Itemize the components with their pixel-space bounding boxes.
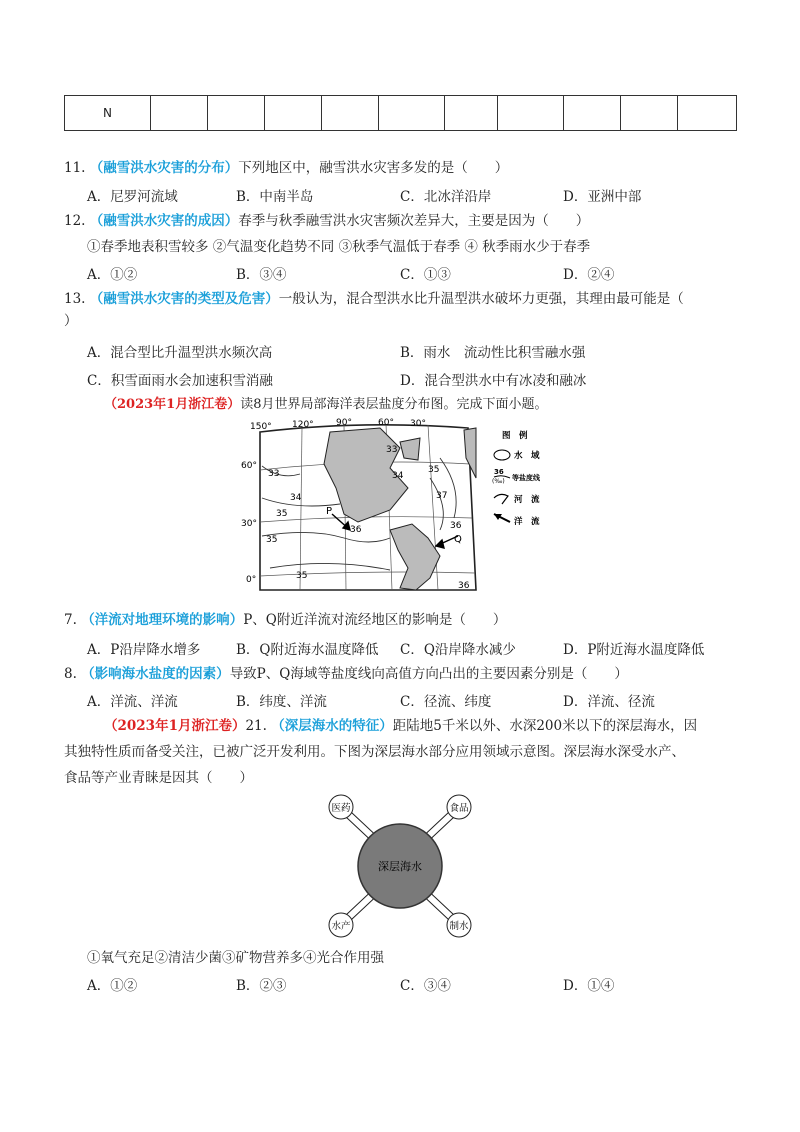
- option-d: D．亚洲中部: [563, 189, 642, 205]
- node-label: 医药: [331, 803, 351, 814]
- point-p: P: [326, 506, 333, 517]
- lon-label: 90°: [336, 418, 352, 428]
- source-label: （2023年1月浙江卷）: [104, 397, 241, 412]
- node-label: 食品: [449, 803, 469, 814]
- question-text: 春季与秋季融雪洪水灾害频次差异大，主要是因为（ ）: [238, 213, 590, 229]
- option-d: D．混合型洪水中有冰凌和融冰: [400, 373, 587, 389]
- option-a: A．洋流、洋流: [87, 694, 178, 710]
- river-icon: [494, 494, 508, 504]
- isoline-label: 36: [350, 525, 362, 535]
- isoline-label: 37: [436, 491, 448, 501]
- question-7: [64, 610, 506, 630]
- lat-label: 0°: [246, 575, 257, 585]
- table-cell: [678, 96, 737, 131]
- legend-item: 等盐度线: [512, 474, 540, 482]
- option-d: D．①④: [563, 978, 615, 994]
- option-b: B．雨水 流动性比积雪融水强: [400, 345, 586, 361]
- isoline-label: 35: [266, 535, 278, 545]
- topic-tag: （影响海水盐度的因素）: [81, 666, 230, 682]
- question-8: [64, 664, 628, 684]
- isoline-label: 36: [458, 581, 470, 591]
- lon-label: 150°: [250, 422, 272, 432]
- deep-sea-water-diagram: [320, 788, 480, 944]
- lat-label: 30°: [241, 519, 257, 529]
- question-number: 11.: [64, 160, 86, 176]
- question-number: 12.: [64, 213, 86, 229]
- passage-intro: [104, 395, 548, 415]
- legend-item: 河 流: [514, 495, 540, 505]
- salinity-map: [240, 418, 540, 598]
- topic-tag: （深层海水的特征）: [271, 718, 393, 734]
- data-table: [64, 95, 737, 131]
- isoline-label: 35: [428, 465, 440, 475]
- legend-item: 洋 流: [514, 517, 540, 527]
- isoline-label: 34: [290, 493, 302, 503]
- lon-label: 60°: [378, 418, 394, 428]
- table-cell: [564, 96, 621, 131]
- legend-isoline-value: 36: [494, 468, 504, 476]
- option-b: B．②③: [236, 978, 287, 994]
- question-text: 距陆地5千米以外、水深200米以下的深层海水，因: [392, 718, 698, 734]
- question-11: [64, 158, 508, 178]
- table-cell: [322, 96, 379, 131]
- table-cell: [151, 96, 208, 131]
- option-a: A．①②: [87, 267, 138, 283]
- table-row: [65, 96, 737, 131]
- option-c: C．径流、纬度: [400, 694, 492, 710]
- intro-text: 读8月世界局部海洋表层盐度分布图。完成下面小题。: [240, 397, 548, 412]
- question-text: 导致P、Q海域等盐度线向高值方向凸出的主要因素分别是（ ）: [229, 666, 628, 682]
- lon-label: 120°: [292, 420, 314, 430]
- statements: ①氧气充足②清洁少菌③矿物营养多④光合作用强: [87, 950, 384, 966]
- table-cell: [621, 96, 678, 131]
- option-b: B．Q附近海水温度降低: [236, 642, 379, 658]
- question-text: P、Q附近洋流对流经地区的影响是（ ）: [243, 612, 507, 628]
- option-d: D．洋流、径流: [563, 694, 655, 710]
- question-text: 一般认为，混合型洪水比升温型洪水破坏力更强，其理由最可能是（: [278, 291, 684, 307]
- option-a: A．尼罗河流域: [87, 189, 178, 205]
- option-c: C．积雪面雨水会加速积雪消融: [87, 373, 273, 389]
- question-text-cont: 其独特性质而备受关注，已被广泛开发利用。下图为深层海水部分应用领域示意图。深层海水深受水产、: [64, 744, 685, 760]
- option-b: B．③④: [236, 267, 287, 283]
- question-number: 7.: [64, 612, 77, 628]
- node-label: 制水: [449, 921, 469, 932]
- table-cell: [498, 96, 564, 131]
- topic-tag: （融雪洪水灾害的分布）: [89, 160, 239, 176]
- question-text-cont: ）: [64, 313, 78, 329]
- topic-tag: （洋流对地理环境的影响）: [81, 612, 244, 628]
- point-q: Q: [454, 534, 462, 545]
- option-b: B．纬度、洋流: [236, 694, 327, 710]
- option-c: C．Q沿岸降水减少: [400, 642, 516, 658]
- source-label: （2023年1月浙江卷）: [104, 718, 246, 734]
- question-number: 8.: [64, 666, 77, 682]
- isoline-label: 35: [296, 571, 308, 581]
- option-d: D．P附近海水温度降低: [563, 642, 705, 658]
- isoline-label: 35: [276, 509, 288, 519]
- isoline-label: 36: [450, 521, 462, 531]
- topic-tag: （融雪洪水灾害的成因）: [89, 213, 239, 229]
- question-12: [64, 211, 589, 231]
- option-d: D．②④: [563, 267, 615, 283]
- option-c: C．①③: [400, 267, 451, 283]
- question-13: [64, 289, 684, 309]
- option-c: C．北冰洋沿岸: [400, 189, 492, 205]
- question-21: [104, 716, 697, 736]
- node-label: 水产: [331, 921, 351, 932]
- isoline-label: 33: [268, 469, 280, 479]
- topic-tag: （融雪洪水灾害的类型及危害）: [89, 291, 279, 307]
- isoline-label: 33: [386, 445, 398, 455]
- lon-label: 30°: [410, 419, 426, 429]
- option-a: A．①②: [87, 978, 138, 994]
- table-cell: N: [65, 96, 151, 131]
- table-cell: [208, 96, 265, 131]
- legend-item: 水 域: [514, 451, 540, 461]
- lat-label: 60°: [241, 461, 257, 471]
- option-b: B．中南半岛: [236, 189, 314, 205]
- legend-title: 图 例: [502, 431, 528, 441]
- legend-isoline-unit: (‰): [492, 478, 505, 485]
- table-cell: [265, 96, 322, 131]
- question-text: 下列地区中，融雪洪水灾害多发的是（ ）: [238, 160, 509, 176]
- question-number: 13.: [64, 291, 86, 307]
- option-a: A．混合型比升温型洪水频次高: [87, 345, 273, 361]
- table-cell: [445, 96, 498, 131]
- option-c: C．③④: [400, 978, 451, 994]
- question-number: 21.: [245, 718, 267, 734]
- option-a: A．P沿岸降水增多: [87, 642, 201, 658]
- table-cell: [379, 96, 445, 131]
- water-icon: [494, 450, 510, 460]
- center-label: 深层海水: [378, 860, 422, 873]
- question-text-cont: 食品等产业青睐是因其（ ）: [64, 770, 253, 786]
- isoline-label: 34: [392, 471, 404, 481]
- statements: ①春季地表积雪较多 ②气温变化趋势不同 ③秋季气温低于春季 ④ 秋季雨水少于春季: [87, 239, 591, 255]
